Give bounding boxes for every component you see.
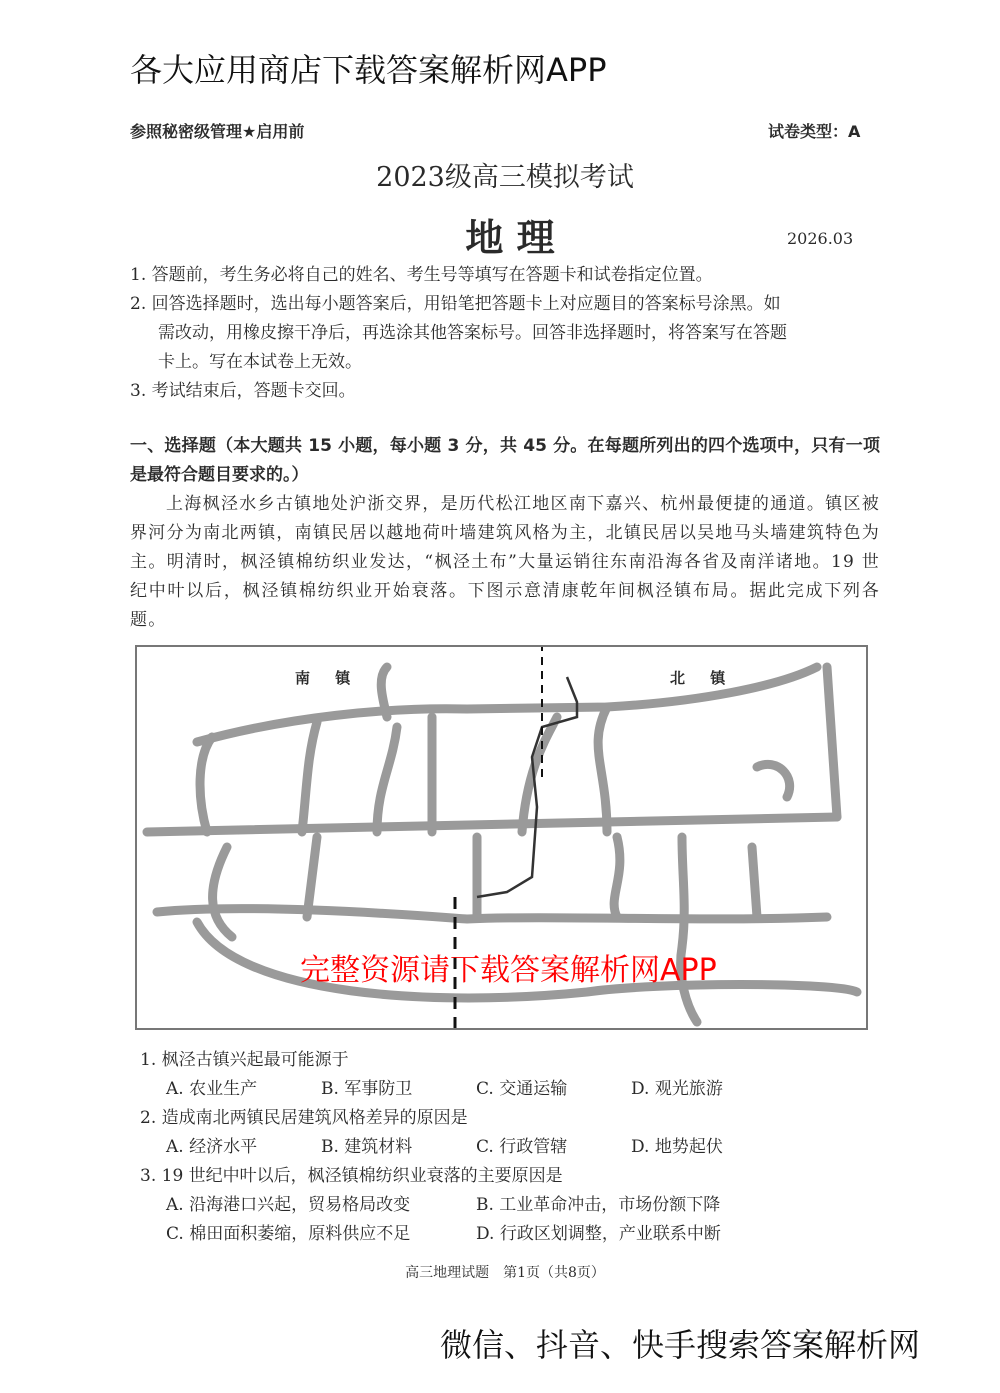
- instruction-item: 需改动，用橡皮擦干净后，再选涂其他答案标号。回答非选择题时，将答案写在答题: [158, 323, 787, 343]
- paper-type: 试卷类型：A: [768, 122, 861, 141]
- secrecy-label: 参照秘密级管理★启用前: [130, 122, 305, 141]
- option-c: C. 棉田面积萎缩，原料供应不足: [166, 1224, 411, 1244]
- question-stem: 1. 枫泾古镇兴起最可能源于: [140, 1050, 349, 1070]
- watermark-top-left: 各大应用商店下载答案解析网APP: [130, 51, 607, 89]
- option-b: B. 工业革命冲击，市场份额下降: [476, 1195, 721, 1215]
- questions: [140, 1046, 840, 1249]
- option-c: C. 交通运输: [476, 1079, 568, 1099]
- question-stem: 3. 19 世纪中叶以后，枫泾镇棉纺织业衰落的主要原因是: [140, 1166, 563, 1186]
- instruction-item: 3. 考试结束后，答题卡交回。: [130, 381, 356, 401]
- watermark-bottom-right: 微信、抖音、快手搜索答案解析网: [440, 1326, 921, 1364]
- question-stem: 2. 造成南北两镇民居建筑风格差异的原因是: [140, 1108, 468, 1128]
- option-b: B. 建筑材料: [321, 1137, 413, 1157]
- north-town-label: 北 镇: [670, 669, 736, 687]
- subject-title: 地 理: [465, 215, 555, 260]
- exam-date: 2026.03: [787, 229, 854, 248]
- exam-title: 2023级高三模拟考试: [376, 162, 634, 193]
- option-d: D. 行政区划调整，产业联系中断: [476, 1224, 721, 1244]
- section-heading: 一、选择题（本大题共 15 小题，每小题 3 分，共 45 分。在每题所列出的四个选项中，只有一项是最符合题目要求的。）: [130, 436, 880, 485]
- watermark-center: 完整资源请下载答案解析网APP: [300, 953, 717, 988]
- question-options: [140, 1075, 840, 1104]
- option-d: D. 观光旅游: [631, 1079, 723, 1099]
- south-town-label: 南 镇: [295, 669, 361, 687]
- option-a: A. 经济水平: [166, 1137, 258, 1157]
- option-c: C. 行政管辖: [476, 1137, 568, 1157]
- instruction-item: 1. 答题前，考生务必将自己的姓名、考生号等填写在答题卡和试卷指定位置。: [130, 265, 713, 285]
- question-options: [140, 1133, 840, 1162]
- option-a: A. 农业生产: [166, 1079, 258, 1099]
- option-a: A. 沿海港口兴起，贸易格局改变: [166, 1195, 411, 1215]
- question-options: [140, 1191, 840, 1220]
- reading-passage: 上海枫泾水乡古镇地处沪浙交界，是历代松江地区南下嘉兴、杭州最便捷的通道。镇区被界河分为南北两镇，南镇民居以越地荷叶墙建筑风格为主，北镇民居以吴地马头墙建筑特色为主。明清时，枫泾镇棉纺织业发达，“枫泾土布”大量运销往东南沿海各省及南洋诸地。19 世纪中叶以后，枫泾镇棉纺织业开始衰落。下图示意清康乾年间枫泾镇布局。据此完成下列各题。: [130, 494, 880, 630]
- option-d: D. 地势起伏: [631, 1137, 723, 1157]
- question-options: [140, 1220, 840, 1249]
- instructions: [130, 261, 880, 406]
- instruction-item: 卡上。写在本试卷上无效。: [158, 352, 362, 372]
- page-footer: 高三地理试题 第1页（共8页）: [405, 1265, 605, 1281]
- option-b: B. 军事防卫: [321, 1079, 413, 1099]
- instruction-item: 2. 回答选择题时，选出每小题答案后，用铅笔把答题卡上对应题目的答案标号涂黑。如: [130, 294, 781, 314]
